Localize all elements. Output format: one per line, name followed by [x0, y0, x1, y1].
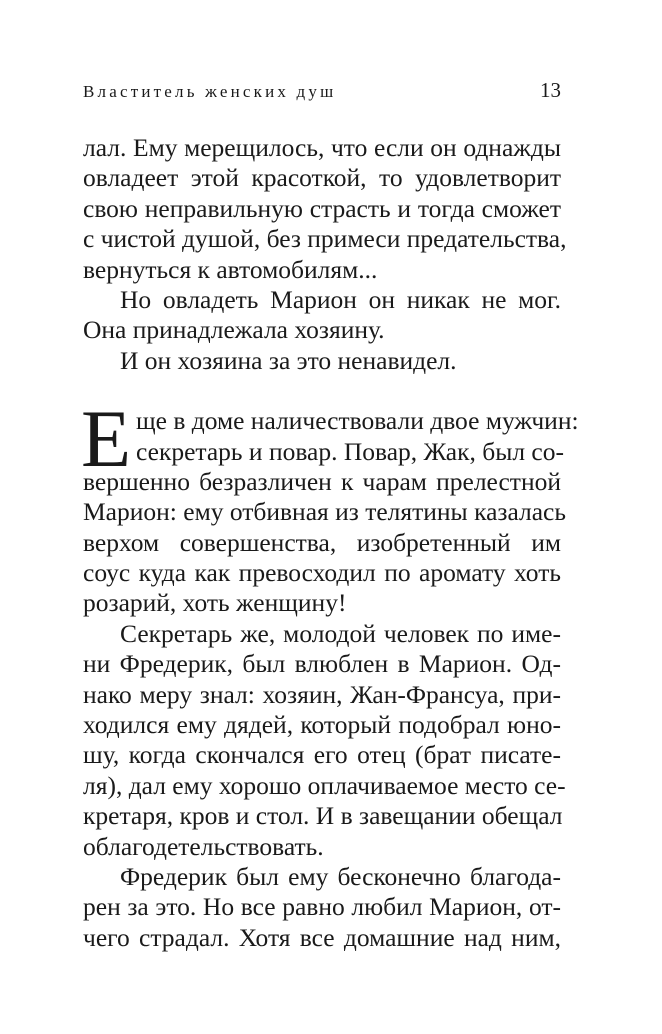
text-line: ходился ему дядей, который подобрал юно-: [83, 710, 561, 740]
text-line: чего страдал. Хотя все домашние над ним,: [83, 922, 561, 952]
drop-cap: Е: [81, 393, 132, 485]
text-line: с чистой душой, без примеси предательства,: [83, 224, 567, 254]
body-text: [81, 133, 579, 953]
text-line: кретаря, кров и стол. И в завещании обещал: [83, 801, 563, 831]
running-head-title: Властитель женских душ: [83, 82, 337, 101]
text-line: секретарь и повар. Повар, Жак, был со-: [136, 436, 564, 466]
text-line: верхом совершенства, изобретенный им: [83, 527, 561, 557]
text-line: лал. Ему мерещилось, что если он однажды: [83, 133, 561, 162]
text-line: вернуться к автомобилям...: [83, 254, 378, 284]
text-line: соус куда как превосходил по аромату хоть: [83, 558, 561, 588]
text-line: И он хозяина за это ненавидел.: [120, 345, 457, 375]
running-head: [83, 78, 561, 108]
text-line: овладеет этой красоткой, то удовлетворит: [83, 163, 561, 193]
text-line: ни Фредерик, был влюблен в Марион. Од-: [83, 649, 561, 679]
text-line: Секретарь же, молодой человек по име-: [120, 618, 561, 648]
text-line: ще в доме наличествовали двое мужчин:: [136, 406, 579, 436]
book-page: [81, 78, 579, 953]
text-line: Фредерик был ему бесконечно благода-: [120, 861, 561, 891]
text-block-2: [83, 466, 566, 953]
text-line: вершенно безразличен к чарам прелестной: [83, 466, 561, 496]
text-line: розарий, хоть женщину!: [83, 588, 347, 618]
text-line: Марион: ему отбивная из телятины казалась: [83, 497, 566, 527]
text-line: ля), дал ему хорошо оплачиваемое место се-: [83, 770, 566, 800]
section-break: [83, 376, 561, 406]
text-line: шу, когда скончался его отец (брат писате-: [83, 740, 561, 770]
text-line: облагодетельствовать.: [83, 831, 324, 861]
text-line: нако меру знал: хозяин, Жан-Франсуа, при-: [83, 679, 561, 709]
text-line: Но овладеть Марион он никак не мог.: [120, 284, 561, 314]
page-number: 13: [540, 78, 561, 102]
text-line: Она принадлежала хозяину.: [83, 315, 385, 345]
text-line: рен за это. Но все равно любил Марион, от-: [83, 892, 561, 922]
text-block-1: [83, 133, 567, 376]
text-line: свою неправильную страсть и тогда сможет: [83, 193, 561, 223]
